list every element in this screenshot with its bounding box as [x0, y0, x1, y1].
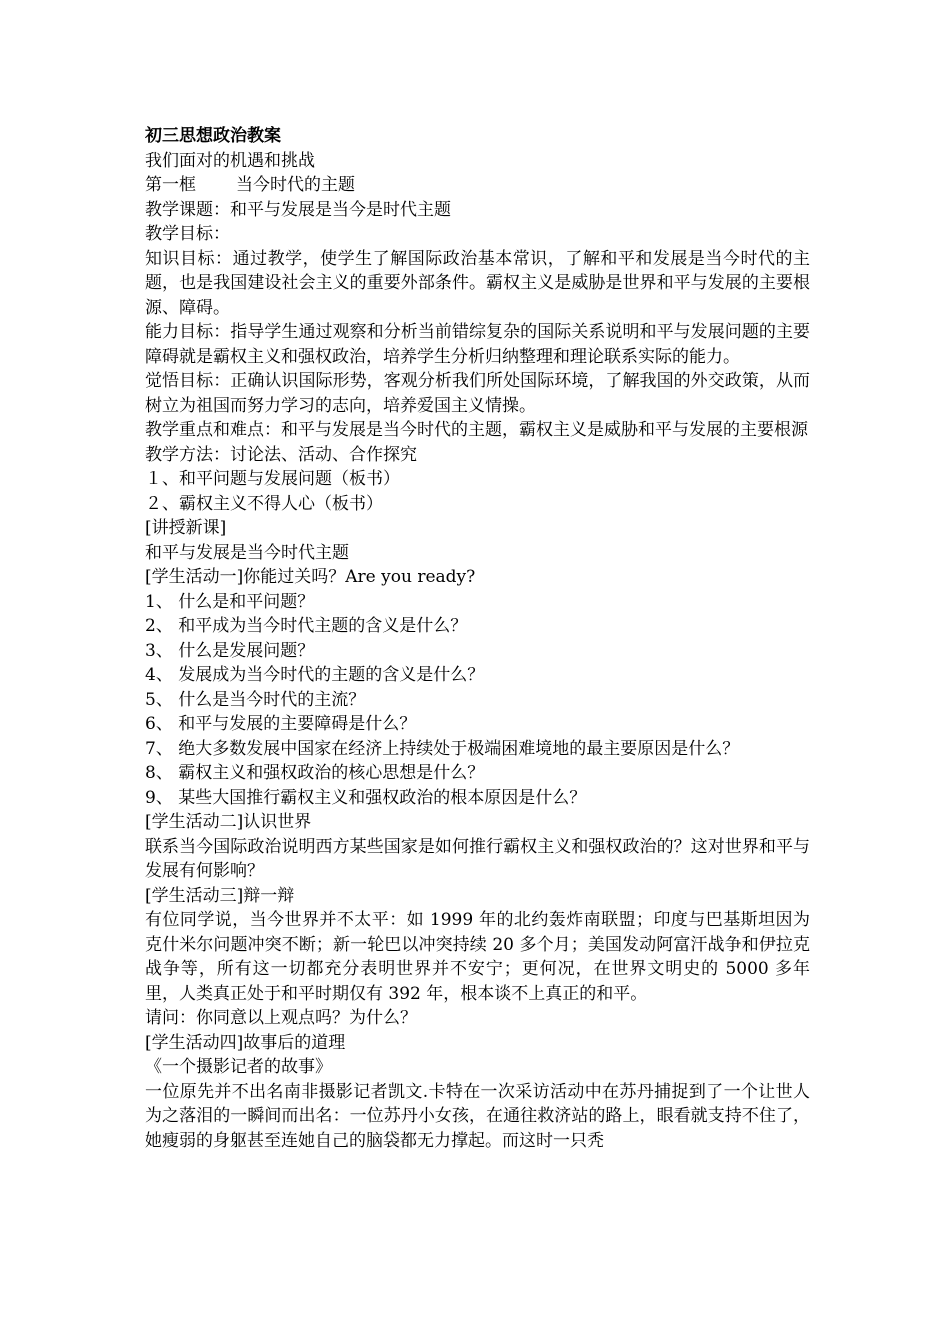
question-item: 8、 霸权主义和强权政治的核心思想是什么？	[145, 763, 485, 783]
story-text: 一位原先并不出名南非摄影记者凯文.卡特在一次采访活动中在苏丹捕捉到了一个让世人为之落泪的一瞬间而出名：一位苏丹小女孩，在通往救济站的路上，眼看就支持不住了，她瘦弱的身躯甚至连她自己的脑袋都无力撑起。而这时一只秃	[145, 1081, 810, 1151]
awareness-objective: 觉悟目标：正确认识国际形势，客观分析我们所处国际环境，了解我国的外交政策，从而树立为祖国而努力学习的志向，培养爱国主义情操。	[145, 371, 810, 416]
activity-3-heading: [学生活动三]辩一辩	[145, 885, 295, 906]
new-lesson-heading: [讲授新课]	[145, 518, 227, 538]
document-title: 初三思想政治教案	[145, 126, 281, 146]
key-points: 教学重点和难点：和平与发展是当今时代的主题，霸权主义是威胁和平与发展的主要根源	[145, 420, 808, 440]
question-item: 9、 某些大国推行霸权主义和强权政治的根本原因是什么？	[145, 787, 587, 808]
board-item-2: ２、霸权主义不得人心（板书）	[145, 493, 383, 514]
activity-3-question: 请问：你同意以上观点吗？为什么？	[145, 1008, 417, 1028]
story-title: 《一个摄影记者的故事》	[145, 1057, 332, 1077]
section-name: 当今时代的主题	[236, 175, 355, 195]
activity-1-heading: [学生活动一]你能过关吗？Are you ready?	[145, 567, 476, 587]
question-item: 7、 绝大多数发展中国家在经济上持续处于极端困难境地的最主要原因是什么？	[145, 738, 740, 759]
document-page	[145, 124, 810, 1153]
question-item: 4、 发展成为当今时代的主题的含义是什么？	[145, 665, 485, 685]
teaching-methods: 教学方法：讨论法、活动、合作探究	[145, 444, 417, 465]
objectives-heading: 教学目标：	[145, 224, 230, 244]
lesson-theme: 和平与发展是当今时代主题	[145, 542, 349, 563]
ability-objective: 能力目标：指导学生通过观察和分析当前错综复杂的国际关系说明和平与发展问题的主要障碍就是霸权主义和强权政治，培养学生分析归纳整理和理论联系实际的能力。	[145, 322, 810, 367]
board-item-1: １、和平问题与发展问题（板书）	[145, 469, 400, 489]
question-item: 6、 和平与发展的主要障碍是什么？	[145, 714, 417, 734]
activity-2-text: 联系当今国际政治说明西方某些国家是如何推行霸权主义和强权政治的？这对世界和平与发展有何影响？	[145, 836, 810, 881]
activity-3-text: 有位同学说，当今世界并不太平：如 1999 年的北约轰炸南联盟；印度与巴基斯坦因为克什米尔问题冲突不断；新一轮巴以冲突持续 20 多个月；美国发动阿富汗战争和伊拉克战争等，所有这一切都充分表明世界并不安宁；更何况，在世界文明史的 5000 多年里，人类真正处于和平时期仅有 392 年，根本谈不上真正的和平。	[145, 910, 810, 1004]
question-item: 5、 什么是当今时代的主流？	[145, 689, 366, 710]
lesson-topic: 教学课题：和平与发展是当今是时代主题	[145, 199, 451, 220]
chapter-title: 我们面对的机遇和挑战	[145, 150, 315, 171]
question-item: 2、 和平成为当今时代主题的含义是什么？	[145, 616, 468, 636]
knowledge-objective: 知识目标：通过教学，使学生了解国际政治基本常识，了解和平和发展是当今时代的主题，也是我国建设社会主义的重要外部条件。霸权主义是威胁是世界和平与发展的主要根源、障碍。	[145, 248, 810, 318]
section-number: 第一框	[145, 175, 196, 195]
activity-2-heading: [学生活动二]认识世界	[145, 812, 312, 832]
question-item: 1、 什么是和平问题？	[145, 591, 315, 612]
section-heading	[145, 173, 810, 198]
activity-4-heading: [学生活动四]故事后的道理	[145, 1032, 346, 1053]
question-item: 3、 什么是发展问题？	[145, 640, 315, 661]
